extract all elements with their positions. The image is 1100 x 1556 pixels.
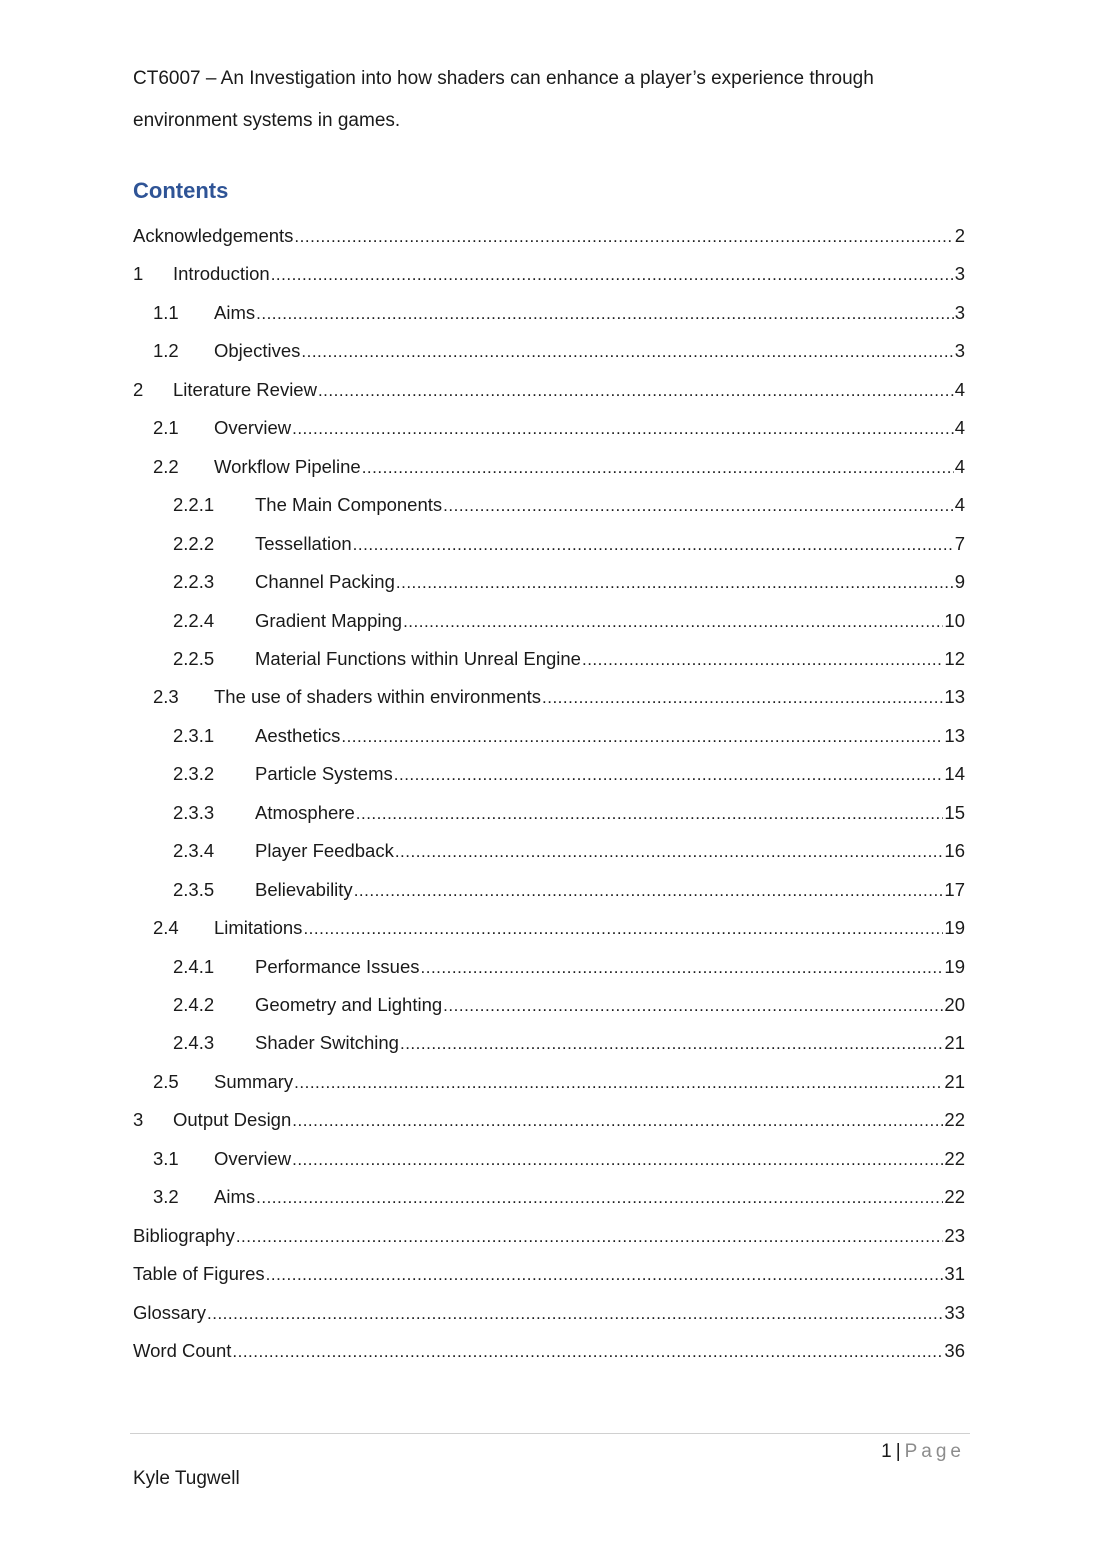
toc-entry-title: Limitations xyxy=(214,917,303,938)
toc-dot-leader xyxy=(582,648,943,672)
toc-entry-title: Channel Packing xyxy=(255,571,395,592)
toc-entry-number: 2.2.4 xyxy=(173,610,215,631)
toc-entry[interactable] xyxy=(153,1185,965,1209)
toc-entry-page: 22 xyxy=(944,1186,965,1207)
toc-entry-page: 13 xyxy=(944,725,965,746)
toc-entry-number: 2.4 xyxy=(153,917,179,938)
toc-entry-title: Introduction xyxy=(173,263,270,284)
toc-entry-title: Workflow Pipeline xyxy=(214,456,361,477)
toc-entry[interactable] xyxy=(153,455,965,479)
toc-entry-number: 2.1 xyxy=(153,417,179,438)
toc-entry[interactable] xyxy=(133,262,965,286)
toc-entry-number: 2.4.1 xyxy=(173,956,215,977)
toc-entry-title: Literature Review xyxy=(173,379,317,400)
toc-entry-title: Bibliography xyxy=(133,1225,235,1246)
toc-dot-leader xyxy=(542,686,943,710)
toc-dot-leader xyxy=(396,571,954,595)
page-separator: | xyxy=(895,1441,901,1462)
toc-entry-title: Aims xyxy=(214,302,256,323)
toc-entry-page: 9 xyxy=(954,571,965,592)
toc-entry-number: 3 xyxy=(133,1109,144,1130)
toc-dot-leader xyxy=(301,340,953,364)
toc-entry-number: 3.1 xyxy=(153,1148,179,1169)
toc-dot-leader xyxy=(443,994,943,1018)
toc-dot-leader xyxy=(353,533,954,557)
toc-entry-number: 2.3.5 xyxy=(173,879,215,900)
toc-dot-leader xyxy=(256,1186,943,1210)
toc-entry-number: 2.3.2 xyxy=(173,763,215,784)
toc-entry-page: 21 xyxy=(944,1032,965,1053)
page-word: Page xyxy=(904,1441,965,1462)
toc-dot-leader xyxy=(292,1109,943,1133)
toc-dot-leader xyxy=(403,610,943,634)
toc-entry-title: Performance Issues xyxy=(255,956,420,977)
toc-entry-page: 17 xyxy=(944,879,965,900)
toc-entry-number: 2.3.1 xyxy=(173,725,215,746)
toc-entry[interactable] xyxy=(173,839,965,863)
toc-entry[interactable] xyxy=(173,878,965,902)
toc-entry-title: Table of Figures xyxy=(133,1263,265,1284)
toc-dot-leader xyxy=(232,1340,943,1364)
toc-entry-page: 36 xyxy=(944,1340,965,1361)
toc-entry-title: Tessellation xyxy=(255,533,352,554)
toc-entry-title: The Main Components xyxy=(255,494,443,515)
toc-entry-page: 4 xyxy=(954,379,965,400)
toc-entry-page: 21 xyxy=(944,1071,965,1092)
toc-entry-number: 3.2 xyxy=(153,1186,179,1207)
toc-entry-title: Output Design xyxy=(173,1109,292,1130)
toc-entry[interactable] xyxy=(153,1147,965,1171)
document-title-line-2: environment systems in games. xyxy=(133,110,401,131)
toc-entry-title: Overview xyxy=(214,417,292,438)
toc-entry-number: 1.2 xyxy=(153,340,179,361)
toc-dot-leader xyxy=(303,917,943,941)
toc-dot-leader xyxy=(292,1148,943,1172)
toc-entry-page: 14 xyxy=(944,763,965,784)
toc-dot-leader xyxy=(318,379,954,403)
toc-entry-number: 2.2.3 xyxy=(173,571,215,592)
toc-entry-page: 12 xyxy=(944,648,965,669)
toc-entry-title: Believability xyxy=(255,879,353,900)
toc-entry-number: 2 xyxy=(133,379,144,400)
toc-dot-leader xyxy=(271,263,954,287)
footer-page-number xyxy=(881,1440,965,1464)
toc-entry-page: 3 xyxy=(954,263,965,284)
toc-dot-leader xyxy=(294,1071,943,1095)
toc-entry[interactable] xyxy=(153,1070,965,1094)
toc-entry[interactable] xyxy=(133,1301,965,1325)
toc-entry-page: 2 xyxy=(954,225,965,246)
toc-entry-number: 2.4.2 xyxy=(173,994,215,1015)
toc-entry-number: 2.2.2 xyxy=(173,533,215,554)
footer-divider xyxy=(130,1433,970,1434)
toc-entry[interactable] xyxy=(133,1262,965,1286)
toc-entry-page: 4 xyxy=(954,494,965,515)
toc-entry-title: Summary xyxy=(214,1071,294,1092)
toc-entry-title: Overview xyxy=(214,1148,292,1169)
toc-entry-title: Material Functions within Unreal Engine xyxy=(255,648,581,669)
toc-entry-title: The use of shaders within environments xyxy=(214,686,542,707)
toc-entry-page: 33 xyxy=(944,1302,965,1323)
toc-entry-title: Shader Switching xyxy=(255,1032,399,1053)
toc-dot-leader xyxy=(394,763,944,787)
toc-dot-leader xyxy=(443,494,954,518)
toc-dot-leader xyxy=(362,456,954,480)
toc-entry-number: 2.2 xyxy=(153,456,179,477)
toc-entry-title: Particle Systems xyxy=(255,763,393,784)
toc-entry-title: Aims xyxy=(214,1186,256,1207)
toc-entry[interactable] xyxy=(153,416,965,440)
toc-entry[interactable] xyxy=(153,685,965,709)
toc-dot-leader xyxy=(356,802,944,826)
toc-entry[interactable] xyxy=(173,993,965,1017)
toc-dot-leader xyxy=(341,725,943,749)
page-number: 1 xyxy=(881,1441,892,1462)
toc-entry-number: 2.4.3 xyxy=(173,1032,215,1053)
toc-entry[interactable] xyxy=(173,647,965,671)
toc-entry-number: 2.2.5 xyxy=(173,648,215,669)
toc-dot-leader xyxy=(292,417,954,441)
toc-entry[interactable] xyxy=(173,570,965,594)
toc-entry[interactable] xyxy=(173,532,965,556)
toc-dot-leader xyxy=(400,1032,943,1056)
toc-entry-page: 16 xyxy=(944,840,965,861)
toc-entry[interactable] xyxy=(173,1031,965,1055)
toc-entry-page: 22 xyxy=(944,1109,965,1130)
toc-entry-title: Word Count xyxy=(133,1340,232,1361)
toc-entry[interactable] xyxy=(173,762,965,786)
toc-entry-page: 10 xyxy=(944,610,965,631)
toc-entry-title: Glossary xyxy=(133,1302,206,1323)
toc-entry[interactable] xyxy=(133,1108,965,1132)
toc-entry-page: 31 xyxy=(944,1263,965,1284)
toc-entry-title: Objectives xyxy=(214,340,301,361)
toc-entry[interactable] xyxy=(153,916,965,940)
toc-entry-page: 3 xyxy=(954,302,965,323)
toc-dot-leader xyxy=(207,1302,943,1326)
toc-dot-leader xyxy=(395,840,944,864)
toc-entry-number: 2.3 xyxy=(153,686,179,707)
toc-entry[interactable] xyxy=(173,609,965,633)
toc-dot-leader xyxy=(256,302,954,326)
toc-entry-page: 4 xyxy=(954,417,965,438)
toc-entry-number: 1 xyxy=(133,263,144,284)
toc-dot-leader xyxy=(421,956,944,980)
toc-entry-title: Gradient Mapping xyxy=(255,610,403,631)
toc-entry[interactable] xyxy=(133,1339,965,1363)
toc-entry[interactable] xyxy=(153,301,965,325)
document-title-line-1: CT6007 – An Investigation into how shaders can enhance a player’s experience through xyxy=(133,68,874,89)
toc-entry-page: 7 xyxy=(954,533,965,554)
toc-entry-page: 20 xyxy=(944,994,965,1015)
toc-entry-title: Player Feedback xyxy=(255,840,394,861)
toc-entry-title: Acknowledgements xyxy=(133,225,294,246)
contents-heading: Contents xyxy=(133,178,229,203)
toc-entry[interactable] xyxy=(153,339,965,363)
toc-entry-title: Atmosphere xyxy=(255,802,355,823)
toc-dot-leader xyxy=(236,1225,944,1249)
toc-entry[interactable] xyxy=(173,493,965,517)
toc-entry[interactable] xyxy=(133,224,965,248)
toc-entry-page: 22 xyxy=(944,1148,965,1169)
toc-entry[interactable] xyxy=(133,378,965,402)
toc-entry-number: 2.2.1 xyxy=(173,494,215,515)
toc-entry-title: Aesthetics xyxy=(255,725,341,746)
author-name: Kyle Tugwell xyxy=(133,1468,240,1489)
toc-entry[interactable] xyxy=(173,801,965,825)
toc-entry[interactable] xyxy=(173,724,965,748)
toc-entry[interactable] xyxy=(173,955,965,979)
toc-entry-page: 23 xyxy=(944,1225,965,1246)
toc-entry-page: 4 xyxy=(954,456,965,477)
toc-dot-leader xyxy=(266,1263,944,1287)
toc-entry-page: 19 xyxy=(944,956,965,977)
toc-dot-leader xyxy=(294,225,953,249)
toc-entry[interactable] xyxy=(133,1224,965,1248)
toc-entry-page: 13 xyxy=(944,686,965,707)
toc-dot-leader xyxy=(354,879,944,903)
toc-entry-page: 19 xyxy=(944,917,965,938)
toc-entry-number: 2.3.3 xyxy=(173,802,215,823)
toc-entry-number: 2.3.4 xyxy=(173,840,215,861)
toc-entry-number: 2.5 xyxy=(153,1071,179,1092)
toc-entry-number: 1.1 xyxy=(153,302,179,323)
toc-entry-page: 15 xyxy=(944,802,965,823)
toc-entry-title: Geometry and Lighting xyxy=(255,994,443,1015)
toc-entry-page: 3 xyxy=(954,340,965,361)
